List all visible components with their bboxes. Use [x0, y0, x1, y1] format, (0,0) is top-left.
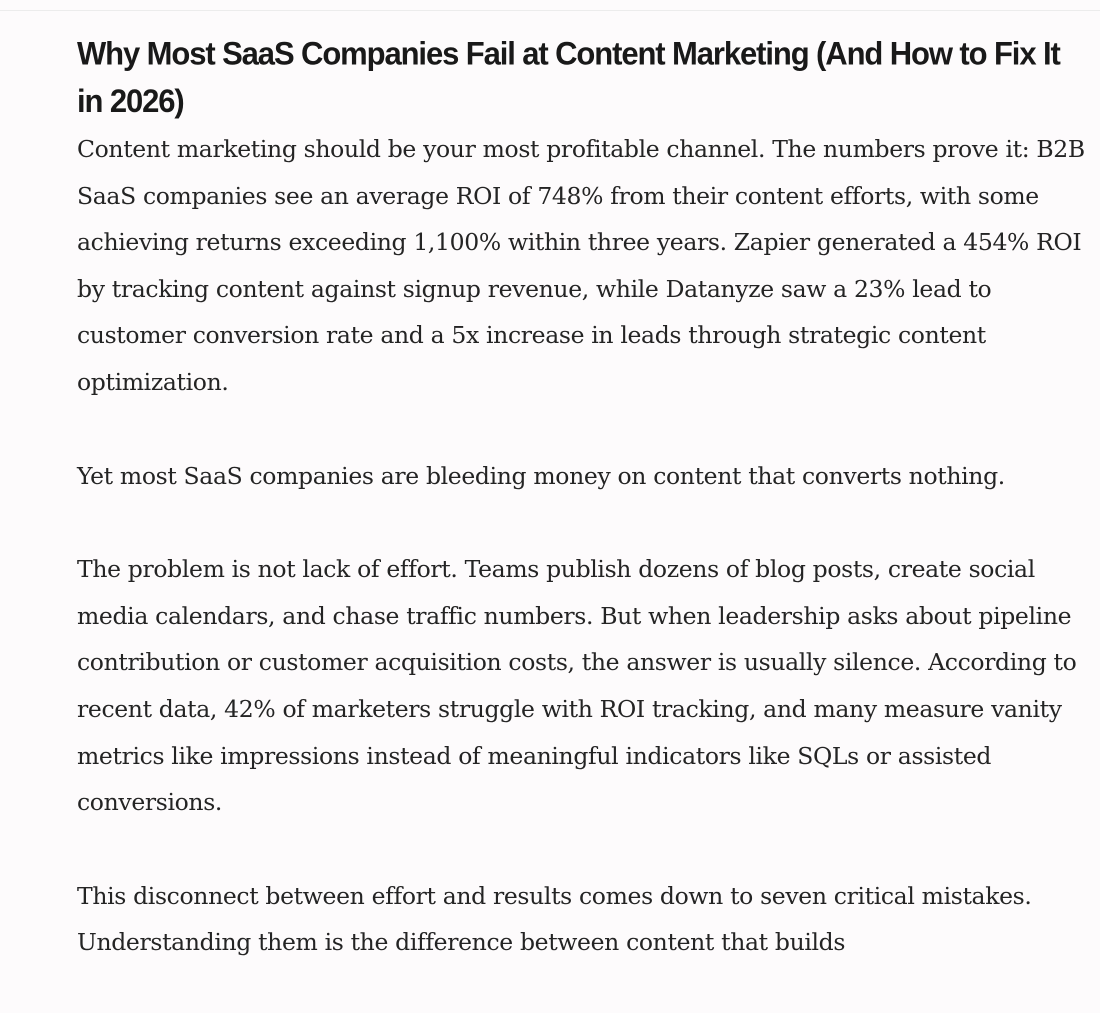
article	[77, 30, 1087, 1013]
article-body	[77, 126, 1087, 966]
paragraph-problem: The problem is not lack of effort. Teams publish dozens of blog posts, create social media calendars, and chase traffic numbers. But when leadership asks about pipeline contribution or customer acquisition costs, the answer is usually silence. According to recent data, 42% of marketers struggle with ROI tracking, and many measure vanity metrics like impressions instead of meaningful indicators like SQLs or assisted conversions.	[77, 555, 1077, 817]
paragraph-disconnect: This disconnect between effort and results comes down to seven critical mistakes. Understanding them is the difference between content that builds	[77, 881, 1032, 957]
paragraph-bleeding-money: Yet most SaaS companies are bleeding money on content that converts nothing.	[77, 461, 1005, 490]
paragraph-intro: Content marketing should be your most profitable channel. The numbers prove it: B2B SaaS companies see an average ROI of 748% from their content efforts, with some achieving returns exceeding 1,100% within three years. Zapier generated a 454% ROI by tracking content against signup revenue, while Datanyze saw a 23% lead to customer conversion rate and a 5x increase in leads through strategic content optimization.	[77, 135, 1085, 396]
article-title: Why Most SaaS Companies Fail at Content Marketing (And How to Fix It in 2026)	[77, 35, 1060, 120]
header-divider	[0, 10, 1100, 11]
